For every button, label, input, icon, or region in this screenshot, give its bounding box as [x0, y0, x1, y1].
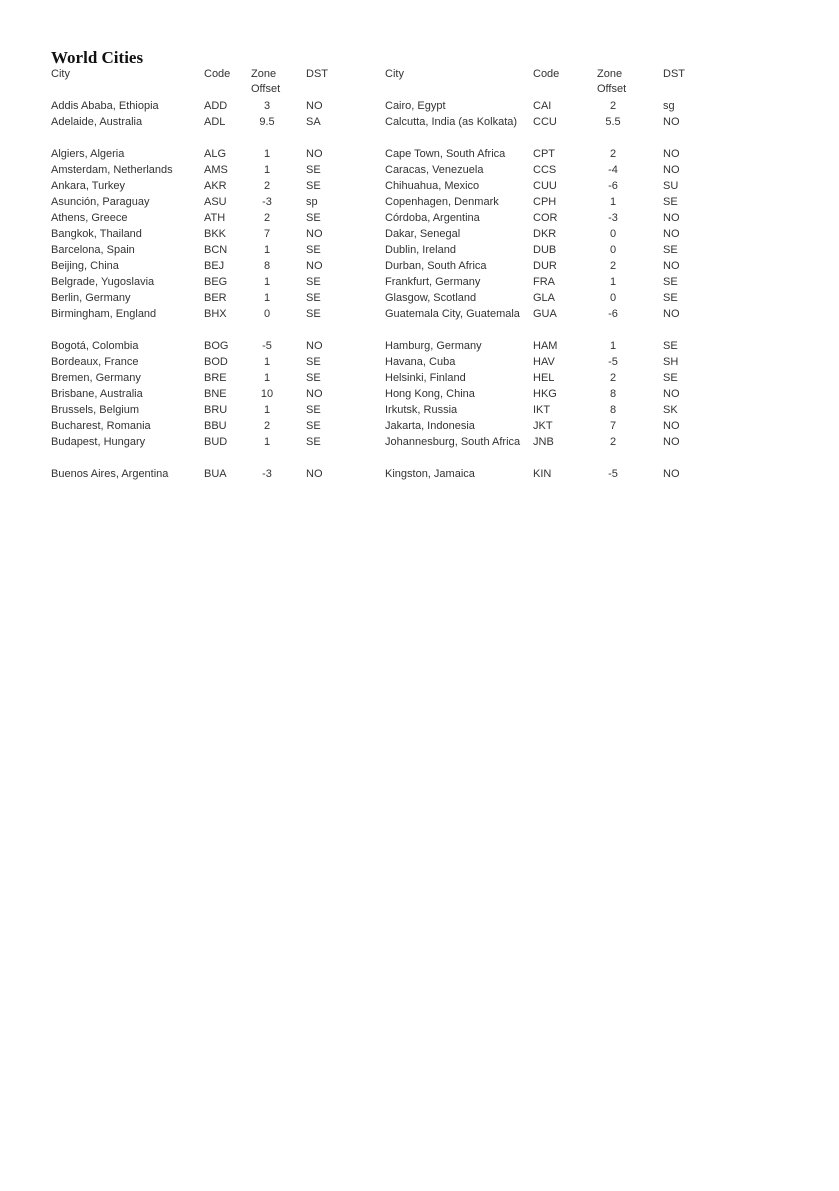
cell-code: BRE [204, 372, 227, 384]
cell-city: Athens, Greece [51, 212, 128, 224]
cell-code: BEG [204, 276, 228, 288]
cell-zone-offset: 9.5 [259, 116, 275, 128]
cell-code: CPT [533, 148, 555, 160]
cell-zone-offset: 3 [263, 100, 271, 112]
cell-city: Glasgow, Scotland [385, 292, 477, 304]
cell-dst: SE [306, 164, 321, 176]
cell-zone-offset: -6 [608, 308, 618, 320]
cell-code: BEJ [204, 260, 225, 272]
cell-city: Durban, South Africa [385, 260, 487, 272]
cell-city: Beijing, China [51, 260, 119, 272]
cell-zone-offset: -4 [608, 164, 618, 176]
cell-zone-offset: 1 [263, 404, 271, 416]
cell-city: Budapest, Hungary [51, 436, 146, 448]
cell-code: ADD [204, 100, 228, 112]
header-dst: DST [663, 68, 685, 80]
cell-zone-offset: 7 [263, 228, 271, 240]
cell-dst: NO [663, 260, 680, 272]
page-title: World Cities [51, 48, 144, 67]
cell-zone-offset: 2 [263, 420, 271, 432]
cell-dst: SE [663, 244, 678, 256]
cell-dst: NO [663, 308, 680, 320]
cell-zone-offset: 1 [263, 372, 271, 384]
cell-dst: SE [663, 292, 678, 304]
cell-city: Amsterdam, Netherlands [51, 164, 173, 176]
cell-zone-offset: -3 [262, 196, 272, 208]
cell-dst: SE [663, 276, 678, 288]
cell-city: Guatemala City, Guatemala [385, 308, 520, 320]
cell-city: Adelaide, Australia [51, 116, 143, 128]
cell-zone-offset: 1 [263, 148, 271, 160]
cell-code: BHX [204, 308, 227, 320]
cell-city: Dublin, Ireland [385, 244, 456, 256]
header-zone-offset: Zone Offset [251, 68, 281, 95]
cell-city: Hong Kong, China [385, 388, 475, 400]
cell-code: HKG [533, 388, 557, 400]
header-code: Code [533, 68, 560, 80]
cell-dst: SE [306, 244, 321, 256]
cell-city: Barcelona, Spain [51, 244, 135, 256]
cell-code: CUU [533, 180, 557, 192]
cell-city: Hamburg, Germany [385, 340, 482, 352]
cell-zone-offset: 1 [263, 276, 271, 288]
cell-code: HEL [533, 372, 555, 384]
cell-zone-offset: -5 [262, 340, 272, 352]
cell-city: Copenhagen, Denmark [385, 196, 499, 208]
cell-city: Belgrade, Yugoslavia [51, 276, 155, 288]
cell-zone-offset: 5.5 [605, 116, 621, 128]
cell-city: Cape Town, South Africa [385, 148, 506, 160]
cell-city: Brussels, Belgium [51, 404, 140, 416]
cell-city: Ankara, Turkey [51, 180, 125, 192]
cell-city: Bucharest, Romania [51, 420, 151, 432]
cell-zone-offset: 2 [263, 180, 271, 192]
cell-dst: NO [306, 228, 323, 240]
cell-zone-offset: 2 [263, 212, 271, 224]
cell-zone-offset: 1 [263, 244, 271, 256]
cell-dst: sp [306, 196, 318, 208]
cell-dst: SH [663, 356, 679, 368]
cell-zone-offset: -5 [608, 468, 618, 480]
cell-code: CAI [533, 100, 552, 112]
cell-dst: NO [663, 468, 680, 480]
cell-code: DUR [533, 260, 557, 272]
cell-dst: NO [306, 468, 323, 480]
header-city: City [385, 68, 404, 80]
cell-code: COR [533, 212, 558, 224]
cell-city: Chihuahua, Mexico [385, 180, 480, 192]
cell-dst: NO [663, 420, 680, 432]
cell-dst: NO [306, 148, 323, 160]
cell-code: ALG [204, 148, 227, 160]
cell-code: BOG [204, 340, 229, 352]
cell-code: BUA [204, 468, 227, 480]
cell-zone-offset: 2 [609, 372, 617, 384]
cell-code: BCN [204, 244, 228, 256]
cell-dst: NO [663, 212, 680, 224]
cell-city: Birmingham, England [51, 308, 157, 320]
cell-code: DKR [533, 228, 557, 240]
cell-zone-offset: 8 [609, 404, 617, 416]
cell-city: Jakarta, Indonesia [385, 420, 475, 432]
cell-city: Algiers, Algeria [51, 148, 125, 160]
cell-zone-offset: 1 [263, 164, 271, 176]
cell-code: HAM [533, 340, 558, 352]
cell-dst: NO [306, 100, 323, 112]
cell-dst: SE [306, 292, 321, 304]
cell-city: Brisbane, Australia [51, 388, 143, 400]
cell-code: ASU [204, 196, 227, 208]
cell-zone-offset: 2 [609, 148, 617, 160]
cell-city: Addis Ababa, Ethiopia [51, 100, 159, 112]
cell-code: BUD [204, 436, 228, 448]
cell-city: Caracas, Venezuela [385, 164, 484, 176]
cell-code: BBU [204, 420, 227, 432]
cell-zone-offset: 2 [609, 436, 617, 448]
cell-city: Asunción, Paraguay [51, 196, 150, 208]
cell-zone-offset: 1 [609, 196, 617, 208]
cell-dst: SE [306, 212, 321, 224]
cell-zone-offset: 1 [609, 276, 617, 288]
cell-city: Bogotá, Colombia [51, 340, 139, 352]
cell-zone-offset: 2 [609, 100, 617, 112]
cell-zone-offset: 8 [263, 260, 271, 272]
cell-dst: SA [306, 116, 321, 128]
cell-code: CCS [533, 164, 557, 176]
cell-zone-offset: -3 [608, 212, 618, 224]
cell-dst: SE [306, 356, 321, 368]
cell-dst: SE [663, 340, 678, 352]
cell-city: Cairo, Egypt [385, 100, 446, 112]
cell-zone-offset: 10 [260, 388, 274, 400]
cell-dst: SE [306, 180, 321, 192]
cell-dst: SE [306, 436, 321, 448]
cell-dst: SE [663, 196, 678, 208]
cell-city: Buenos Aires, Argentina [51, 468, 169, 480]
cell-city: Bordeaux, France [51, 356, 139, 368]
cell-dst: SE [306, 372, 321, 384]
cell-code: BER [204, 292, 227, 304]
cell-dst: SE [306, 420, 321, 432]
cell-dst: NO [663, 148, 680, 160]
cell-dst: SE [306, 276, 321, 288]
cell-city: Havana, Cuba [385, 356, 456, 368]
cell-zone-offset: 8 [609, 388, 617, 400]
header-city: City [51, 68, 70, 80]
cell-dst: sg [663, 100, 675, 112]
cell-city: Irkutsk, Russia [385, 404, 458, 416]
cell-city: Calcutta, India (as Kolkata) [385, 116, 518, 128]
cell-code: GUA [533, 308, 557, 320]
cell-zone-offset: 7 [609, 420, 617, 432]
cell-code: CPH [533, 196, 557, 208]
cell-zone-offset: 2 [609, 260, 617, 272]
cell-dst: NO [663, 228, 680, 240]
cell-city: Frankfurt, Germany [385, 276, 481, 288]
cell-code: BKK [204, 228, 227, 240]
cell-code: FRA [533, 276, 555, 288]
cell-zone-offset: -6 [608, 180, 618, 192]
cell-dst: NO [306, 388, 323, 400]
cell-zone-offset: -3 [262, 468, 272, 480]
cell-city: Bangkok, Thailand [51, 228, 142, 240]
cell-code: AKR [204, 180, 227, 192]
cell-code: ADL [204, 116, 226, 128]
cell-dst: NO [663, 116, 680, 128]
cell-code: KIN [533, 468, 552, 480]
cell-dst: NO [663, 436, 680, 448]
cell-code: ATH [204, 212, 226, 224]
cell-zone-offset: 0 [263, 308, 271, 320]
cell-zone-offset: 1 [609, 340, 617, 352]
cell-dst: SE [306, 308, 321, 320]
header-code: Code [204, 68, 231, 80]
cell-dst: SK [663, 404, 678, 416]
cell-code: BOD [204, 356, 228, 368]
cell-city: Bremen, Germany [51, 372, 141, 384]
cell-dst: NO [306, 340, 323, 352]
cell-code: BNE [204, 388, 227, 400]
cell-city: Johannesburg, South Africa [385, 436, 521, 448]
cell-zone-offset: 1 [263, 356, 271, 368]
cell-code: DUB [533, 244, 557, 256]
cell-code: HAV [533, 356, 555, 368]
cell-code: JNB [533, 436, 554, 448]
cell-zone-offset: -5 [608, 356, 618, 368]
cell-dst: NO [663, 388, 680, 400]
cell-zone-offset: 0 [609, 244, 617, 256]
header-zone-offset: Zone Offset [597, 68, 627, 95]
header-dst: DST [306, 68, 328, 80]
cell-code: BRU [204, 404, 228, 416]
cell-zone-offset: 0 [609, 228, 617, 240]
cell-zone-offset: 0 [609, 292, 617, 304]
cell-code: AMS [204, 164, 228, 176]
cell-code: GLA [533, 292, 556, 304]
cell-zone-offset: 1 [263, 292, 271, 304]
cell-code: CCU [533, 116, 557, 128]
cell-dst: NO [306, 260, 323, 272]
cell-dst: SU [663, 180, 679, 192]
cell-city: Berlin, Germany [51, 292, 131, 304]
cell-city: Kingston, Jamaica [385, 468, 475, 480]
cell-code: JKT [533, 420, 553, 432]
cell-zone-offset: 1 [263, 436, 271, 448]
cell-dst: NO [663, 164, 680, 176]
cell-dst: SE [306, 404, 321, 416]
cell-city: Helsinki, Finland [385, 372, 466, 384]
cell-city: Córdoba, Argentina [385, 212, 480, 224]
cell-code: IKT [533, 404, 551, 416]
cell-dst: SE [663, 372, 678, 384]
cell-city: Dakar, Senegal [385, 228, 461, 240]
